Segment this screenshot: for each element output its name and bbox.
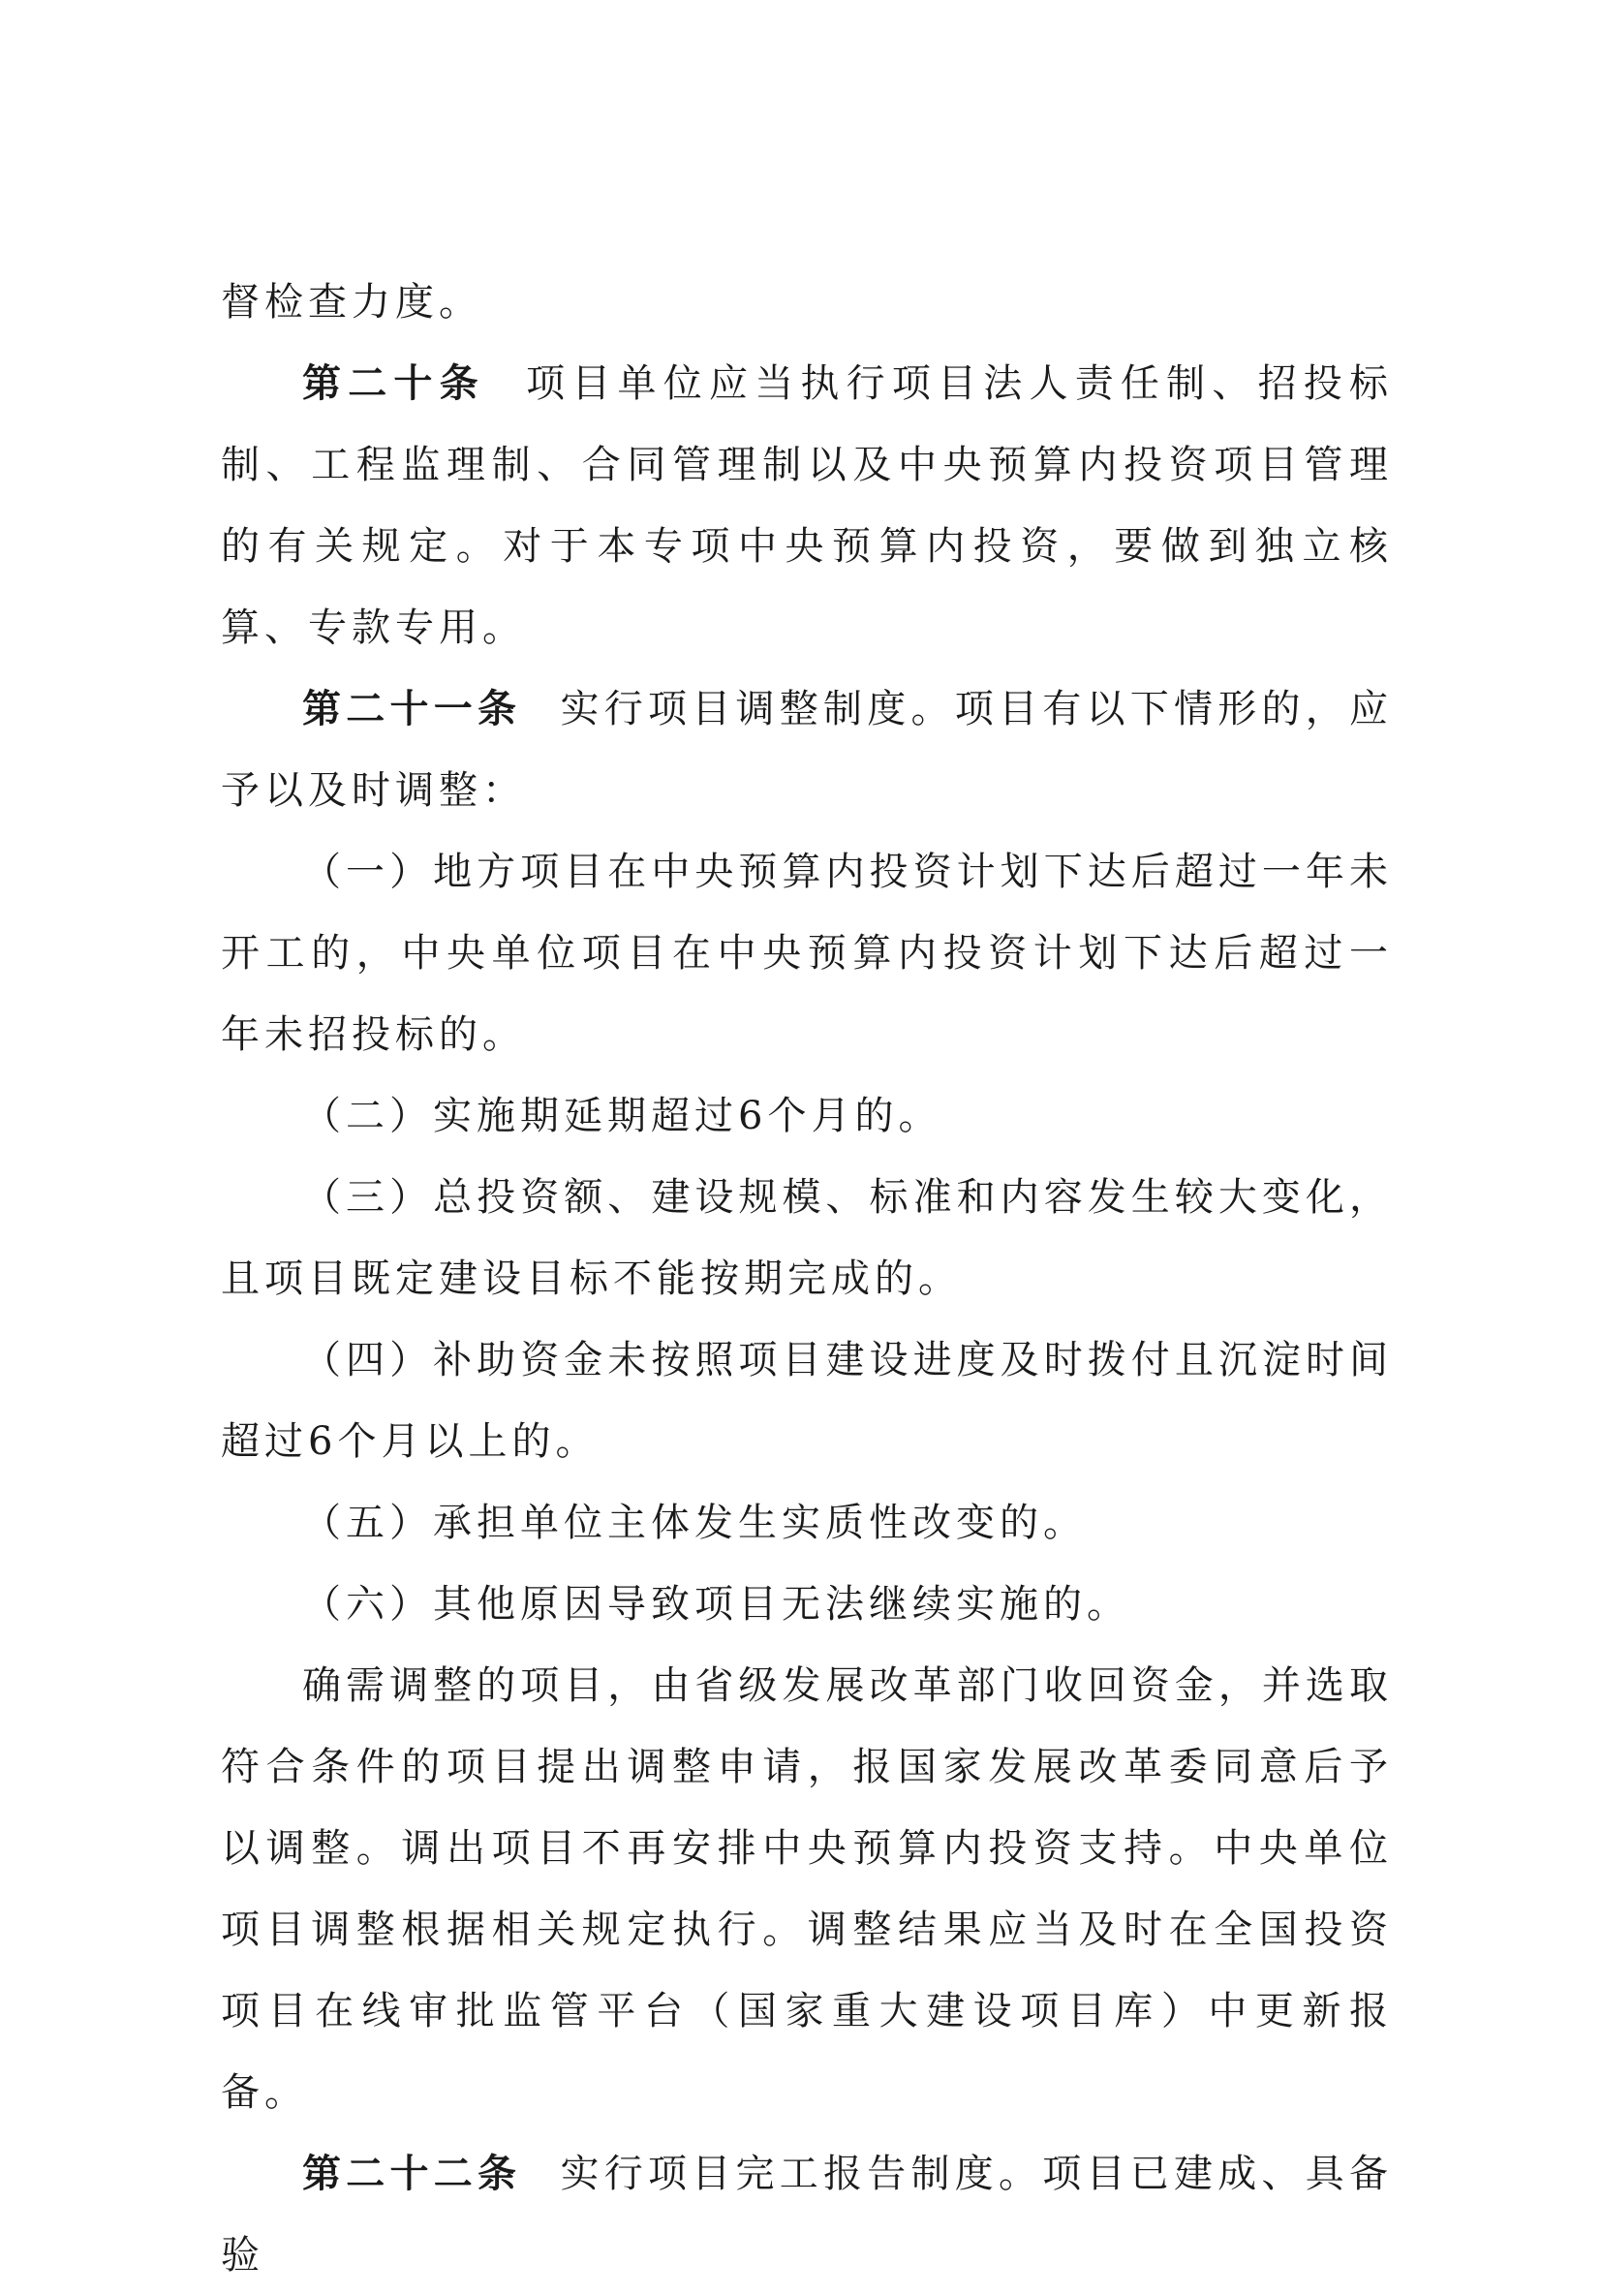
list-item-4: （四）补助资金未按照项目建设进度及时拨付且沉淀时间超过6个月以上的。 xyxy=(221,1338,1393,1464)
article-20 xyxy=(221,343,1393,668)
article-20-text: 项目单位应当执行项目法人责任制、招投标制、工程监理制、合同管理制以及中央预算内投资项目管理的有关规定。对于本专项中央预算内投资，要做到独立核算、专款专用。 xyxy=(221,361,1394,650)
list-item-1: （一）地方项目在中央预算内投资计划下达后超过一年未开工的，中央单位项目在中央预算内投资计划下达后超过一年未招投标的。 xyxy=(221,850,1393,1057)
list-item-5: （五）承担单位主体发生实质性改变的。 xyxy=(302,1501,1087,1545)
document-body xyxy=(221,262,1393,2296)
article-21 xyxy=(221,668,1393,831)
article-21-heading: 第二十一条 xyxy=(302,687,522,731)
article-21-text: 实行项目调整制度。项目有以下情形的，应予以及时调整： xyxy=(221,687,1393,813)
article-22-heading: 第二十二条 xyxy=(302,2152,522,2196)
adjustment-paragraph: 确需调整的项目，由省级发展改革部门收回资金，并选取符合条件的项目提出调整申请，报国家发展改革委同意后予以调整。调出项目不再安排中央预算内投资支持。中央单位项目调整根据相关规定执行。调整结果应当及时在全国投资项目在线审批监管平台（国家重大建设项目库）中更新报备。 xyxy=(221,1663,1393,2115)
list-item-2: （二）实施期延期超过6个月的。 xyxy=(302,1094,942,1138)
article-22 xyxy=(221,2133,1393,2296)
list-item-6: （六）其他原因导致项目无法继续实施的。 xyxy=(302,1582,1130,1627)
article-22-text: 实行项目完工报告制度。项目已建成、具备验 xyxy=(221,2152,1393,2278)
paragraph-continuation: 督检查力度。 xyxy=(221,280,482,325)
list-item-3: （三）总投资额、建设规模、标准和内容发生较大变化，且项目既定建设目标不能按期完成的。 xyxy=(221,1175,1393,1301)
article-20-heading: 第二十条 xyxy=(302,361,485,406)
